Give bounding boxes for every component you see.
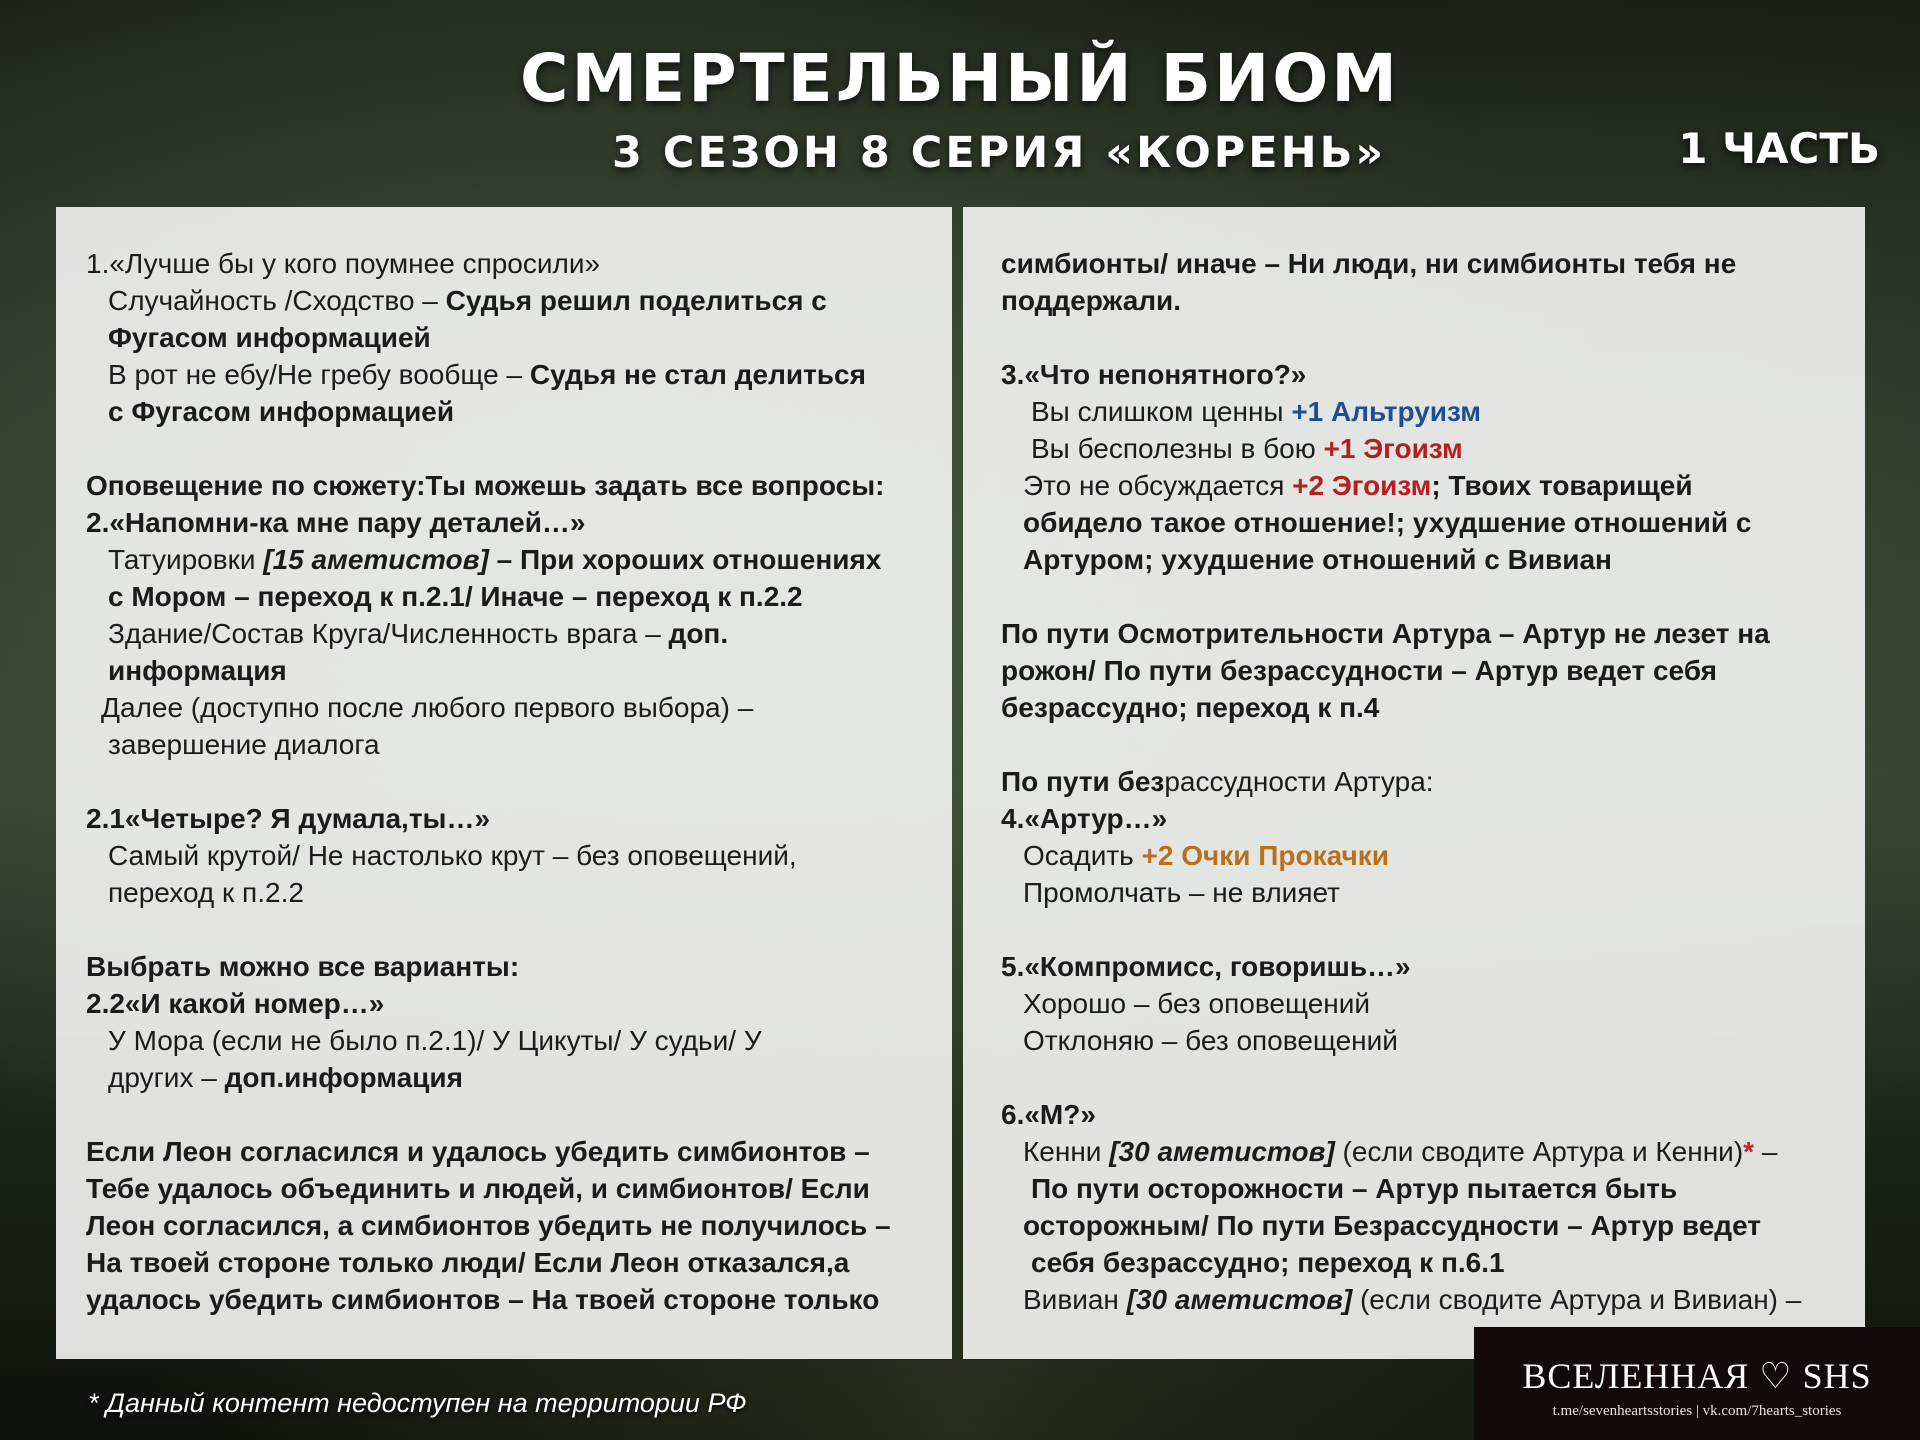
left-panel [56,207,952,1359]
episode-subtitle: 3 СЕЗОН 8 СЕРИЯ «КОРЕНЬ» [612,128,1387,178]
section-2-2-title: 2.2«И какой номер…» [86,988,385,1019]
choice-line: Вы слишком ценны +1 Альтруизм [1031,396,1481,427]
choice-line: В рот не ебу/Не гребу вообще – Судья не стал делиться [108,359,866,390]
choice-line: У Мора (если не было п.2.1)/ У Цикуты/ У судьи/ У [108,1025,762,1056]
section-4-title: 4.«Артур…» [1001,803,1168,834]
path-line: По пути Осмотрительности Артура – Артур не лезет на [1001,618,1770,649]
section-5-title: 5.«Компромисс, говоришь…» [1001,951,1411,982]
right-panel [963,207,1865,1359]
choice-line: Вивиан [30 аметистов] (если сводите Артура и Вивиан) – [1023,1284,1802,1315]
choice-line: Промолчать – не влияет [1023,877,1340,908]
outcome-line: На твоей стороне только люди/ Если Леон отказался,а [86,1247,850,1278]
outcome-line: симбионты/ иначе – Ни люди, ни симбионты тебя не [1001,248,1737,279]
outcome-line: Леон согласился, а симбионтов убедить не получилось – [86,1210,891,1241]
choice-line: Фугасом информацией [108,322,431,353]
upgrade-points-bonus: +2 Очки Прокачки [1141,840,1389,871]
brand-name: ВСЕЛЕННАЯ ♡ SHS [1522,1356,1872,1396]
section-6-title: 6.«М?» [1001,1099,1096,1130]
story-notice: Оповещение по сюжету:Ты можешь задать все вопросы: [86,470,885,501]
egoism-bonus: +1 Эгоизм [1323,433,1463,464]
outcome-line: Если Леон согласился и удалось убедить симбионтов – [86,1136,870,1167]
choice-line: с Фугасом информацией [108,396,455,427]
choice-line: Артуром; ухудшение отношений с Вивиан [1023,544,1612,575]
choice-line: обидело такое отношение!; ухудшение отношений с [1023,507,1752,538]
section-3-title: 3.«Что непонятного?» [1001,359,1307,390]
choice-line: Это не обсуждается +2 Эгоизм; Твоих товарищей [1023,470,1693,501]
outcome-line: удалось убедить симбионтов – На твоей стороне только [86,1284,880,1315]
choice-line: себя безрассудно; переход к п.6.1 [1031,1247,1505,1278]
choice-line: По пути осторожности – Артур пытается быть [1031,1173,1678,1204]
restricted-asterisk: * [1743,1136,1755,1167]
brand-links: t.me/sevenheartsstories | vk.com/7hearts_stories [1552,1403,1842,1419]
choice-line: Самый крутой/ Не настолько крут – без оповещений, [108,840,797,871]
choice-line: Хорошо – без оповещений [1023,988,1371,1019]
part-label: 1 ЧАСТЬ [1678,124,1880,173]
choice-line: Кенни [30 аметистов] (если сводите Артура и Кенни)* – [1023,1136,1778,1167]
path-line: рожон/ По пути безрассудности – Артур ведет себя [1001,655,1718,686]
choice-line: Случайность /Сходство – Судья решил поделиться с [108,285,827,316]
all-variants-note: Выбрать можно все варианты: [86,951,520,982]
egoism-bonus: +2 Эгоизм [1292,470,1432,501]
choice-line: Татуировки [15 аметистов] – При хороших отношениях [108,544,882,575]
page-title: СМЕРТЕЛЬНЫЙ БИОМ [520,40,1400,117]
choice-line: осторожным/ По пути Безрассудности – Артур ведет [1023,1210,1761,1241]
outcome-line: поддержали. [1001,285,1182,316]
choice-line: Осадить +2 Очки Прокачки [1023,840,1389,871]
choice-line: Далее (доступно после любого первого выбора) – [101,692,754,723]
altruism-bonus: +1 Альтруизм [1291,396,1481,427]
choice-line: Вы бесполезны в бою +1 Эгоизм [1031,433,1463,464]
choice-line: Здание/Состав Круга/Численность врага – доп. [108,618,729,649]
path-condition: По пути безрассудности Артура: [1001,766,1434,797]
footnote: * Данный контент недоступен на территории РФ [88,1388,747,1418]
choice-line: информация [108,655,287,686]
choice-line: с Мором – переход к п.2.1/ Иначе – переход к п.2.2 [108,581,803,612]
choice-line: других – доп.информация [108,1062,463,1093]
header [0,0,1920,205]
choice-line: Отклоняю – без оповещений [1023,1025,1398,1056]
path-line: безрассудно; переход к п.4 [1001,692,1380,723]
section-2-title: 2.«Напомни-ка мне пару деталей…» [86,507,586,538]
brand-badge [1474,1327,1920,1440]
choice-line: завершение диалога [108,729,380,760]
section-1-title: 1.«Лучше бы у кого поумнее спросили» [86,248,601,279]
choice-line: переход к п.2.2 [108,877,304,908]
section-2-1-title: 2.1«Четыре? Я думала,ты…» [86,803,491,834]
outcome-line: Тебе удалось объединить и людей, и симбионтов/ Если [86,1173,870,1204]
